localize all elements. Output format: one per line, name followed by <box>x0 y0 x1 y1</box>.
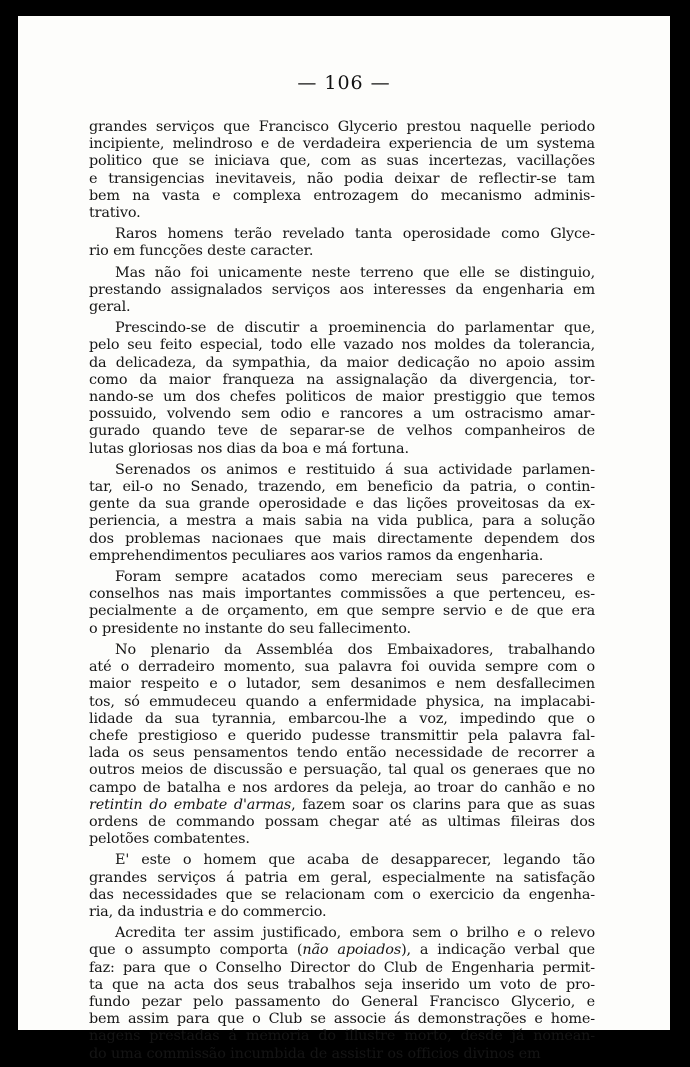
text-line: da delicadeza, da sympathia, da maior dedicação no apoio assim <box>89 354 595 371</box>
text-line: gente da sua grande operosidade e das lições proveitosas da ex- <box>89 496 595 513</box>
text-line: gurado quando teve de separar-se de velhos companheiros de <box>89 423 595 440</box>
text-line: Foram sempre acatados como mereciam seus pareceres e <box>115 569 595 586</box>
paragraph <box>89 119 595 222</box>
page-number: — 106 — <box>297 72 391 94</box>
paragraph <box>89 320 595 458</box>
text-line: geral. <box>89 299 131 316</box>
text-line: dos problemas nacionaes que mais directamente dependem dos <box>89 530 595 547</box>
italic-phrase: não apoiados <box>302 942 402 959</box>
text-line: pelo seu feito especial, todo elle vazado nos moldes da tolerancia, <box>89 337 595 354</box>
body-text <box>89 119 595 1067</box>
paragraph <box>89 925 595 1063</box>
text-line: Acredita ter assim justificado, embora sem o brilho e o relevo <box>115 925 595 942</box>
paragraph <box>89 462 595 565</box>
text-line: Serenados os animos e restituido á sua actividade parlamen- <box>115 461 595 478</box>
text-line: Mas não foi unicamente neste terreno que elle se distinguio, <box>115 264 595 281</box>
text-line: rio em funcções deste caracter. <box>89 243 314 260</box>
paragraph <box>89 642 595 848</box>
text-line: outros meios de discussão e persuação, tal qual os generaes que no <box>89 762 595 779</box>
text-line: do uma commissão incumbida de assistir os officios divinos em <box>89 1045 541 1062</box>
text-line: e transigencias inevitaveis, não podia deixar de reflectir-se tam <box>89 170 595 187</box>
text-line: pelotões combatentes. <box>89 831 250 848</box>
text-line: incipiente, melindroso e de verdadeira experiencia de um systema <box>89 136 595 153</box>
text-line: campo de batalha e nos ardores da peleja, ao troar do canhão e no <box>89 779 595 796</box>
document-page <box>18 16 670 1062</box>
text-line: chefe prestigioso e querido pudesse transmittir pela palavra fal- <box>89 727 595 744</box>
text-line: No plenario da Assembléa dos Embaixadores, trabalhando <box>115 641 595 658</box>
text-line: nagens prestadas á memoria do illustre morto, desde já nomean- <box>89 1028 595 1045</box>
text-line: nando-se um dos chefes politicos de maior prestiggio que temos <box>89 389 595 406</box>
text-line: Prescindo-se de discutir a proeminencia do parlamentar que, <box>115 320 595 337</box>
text-line: retintin do embate d'armas, fazem soar os clarins para que as suas <box>89 796 595 813</box>
text-line: bem assim para que o Club se associe ás demonstrações e home- <box>89 1011 595 1028</box>
text-line: como da maior franqueza na assignalação da divergencia, tor- <box>89 371 595 388</box>
text-line: lada os seus pensamentos tendo então necessidade de recorrer a <box>89 745 595 762</box>
text-line: possuido, volvendo sem odio e rancores a um ostracismo amar- <box>89 406 595 423</box>
text-line: tar, eil-o no Senado, trazendo, em beneficio da patria, o contin- <box>89 479 595 496</box>
text-line: o presidente no instante do seu fallecimento. <box>89 620 411 637</box>
text-line: ta que na acta dos seus trabalhos seja inserido um voto de pro- <box>89 976 595 993</box>
text-line: ria, da industria e do commercio. <box>89 903 327 920</box>
text-line: tos, só emmudeceu quando a enfermidade physica, na implacabi- <box>89 693 595 710</box>
text-line: bem na vasta e complexa entrozagem do mecanismo adminis- <box>89 187 595 204</box>
text-line: que o assumpto comporta (não apoiados), a indicação verbal que <box>89 942 596 959</box>
text-line: Raros homens terão revelado tanta operosidade como Glyce- <box>115 226 595 243</box>
paragraph <box>89 852 595 921</box>
paragraph <box>89 265 595 317</box>
text-line: fundo pezar pelo passamento do General Francisco Glycerio, e <box>89 993 595 1010</box>
text-line: faz: para que o Conselho Director do Club de Engenharia permit- <box>89 959 595 976</box>
text-line: periencia, a mestra a mais sabia na vida publica, para a solução <box>89 513 595 530</box>
text-line: das necessidades que se relacionam com o exercicio da engenha- <box>89 886 595 903</box>
paragraph <box>89 569 595 638</box>
text-line: conselhos nas mais importantes commissões a que pertenceu, es- <box>89 586 595 603</box>
text-line: grandes serviços que Francisco Glycerio prestou naquelle periodo <box>89 119 595 135</box>
italic-phrase: retintin do embate d'armas <box>89 796 292 813</box>
text-line: lidade da sua tyrannia, embarcou-lhe a voz, impedindo que o <box>89 710 595 727</box>
text-line: emprehendimentos peculiares aos varios ramos da engenharia. <box>89 547 544 564</box>
paragraph <box>89 226 595 260</box>
text-line: maior respeito e o lutador, sem desanimos e nem desfallecimen <box>89 676 595 693</box>
text-line: prestando assignalados serviços aos interesses da engenharia em <box>89 281 595 298</box>
text-line: lutas gloriosas nos dias da boa e má fortuna. <box>89 440 409 457</box>
text-line: grandes serviços á patria em geral, especialmente na satisfação <box>89 869 595 886</box>
text-line: trativo. <box>89 205 141 222</box>
text-line: ordens de commando possam chegar até as ultimas fileiras dos <box>89 813 595 830</box>
text-line: até o derradeiro momento, sua palavra foi ouvida sempre com o <box>89 659 595 676</box>
text-line: E' este o homem que acaba de desapparecer, legando tão <box>115 852 595 869</box>
text-line: pecialmente a de orçamento, em que sempre servio e de que era <box>89 603 595 620</box>
text-line: politico que se iniciava que, com as suas incertezas, vacillações <box>89 153 595 170</box>
